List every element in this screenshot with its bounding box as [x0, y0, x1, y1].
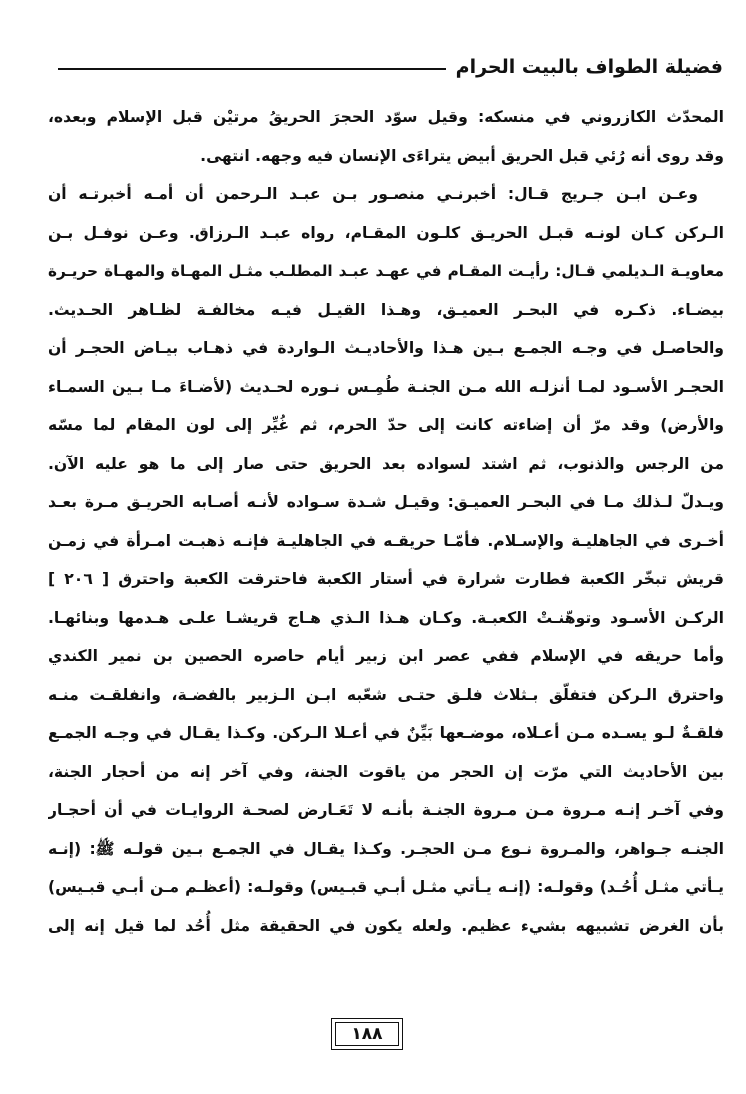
text-line: معاويـة الـديلمي قـال: رأيـت المقـام في عهـد عبـد المطلـب مثـل المهـاة والمهـاة حريـرة	[48, 262, 724, 280]
text-line: وعـن ابـن جـريج قـال: أخبرنـي منصـور بـن عبـد الـرحمن أن أمـه أخبرتـه أن	[48, 185, 698, 203]
body-text	[48, 98, 724, 945]
text-line: يـأتي مثـل أُحُـد) وقولـه: (إنـه يـأتي مثـل أبـي قبـيس) وقولـه: (أعظـم مـن أبـي قبـيس)	[48, 878, 724, 896]
text-line: بين الأحاديث التي مرّت إن الحجر من ياقوت الجنة، وفي آخر إنه من أحجار الجنة،	[48, 762, 724, 781]
page-number-box	[331, 1018, 403, 1050]
text-line: واحترق الـركن فتفلّق بـثلاث فلـق حتـى شعّبه ابـن الـزبير بالفضـة، وانفلقـت منـه	[48, 685, 724, 704]
text-line: قريش تبخّر الكعبة فطارت شرارة في أستار الكعبة فاحترقت الكعبة واحترق [ ٢٠٦ ]	[48, 570, 724, 588]
running-header	[58, 50, 723, 84]
text-line: والأرض) وقد مرّ أن إضاءته كانت إلى حدّ الحرم، ثم غُيِّر إلى لون المقام لما مسّه	[48, 416, 724, 434]
text-line: الجنـه جـواهر، والمـروة نـوع مـن الحجـر. وكـذا يقـال في الجمـع بـين قولـه ﷺ: (إنـه	[48, 839, 724, 858]
text-line: أخـرى في الجاهليـة والإسـلام. فأمّـا حريقـه في الجاهليـة فإنـه ذهبـت امـرأة في زمـن	[48, 531, 724, 550]
text-line: الـركن كـان لونـه قبـل الحريـق كلـون المقـام، رواه عبـد الـرزاق. وعـن نوفـل بـن	[48, 223, 724, 242]
text-line: من الرجس والذنوب، ثم اشتد لسواده بعد الحريق حتى صار إلى ما هو عليه الآن.	[48, 454, 724, 473]
running-header-title: فضيلة الطواف بالبيت الحرام	[455, 56, 723, 78]
text-line: وقد روى أنه رُئي قبل الحريق أبيض يتراءَى الإنسان فيه وجهه. انتهى.	[200, 146, 724, 165]
text-line: وفي آخـر إنـه مـروة مـن مـروة الجنـة بأنـه لا تَعَـارض لصحـة الروايـات في أن أحجـار	[48, 801, 724, 819]
text-line: الحجـر الأسـود لمـا أنزلـه الله مـن الجنـة طُمِـس نـوره لحـديث (لأضـاءَ مـا بـين السمـاء	[48, 377, 724, 396]
header-rule	[58, 68, 446, 70]
text-line: الركـن الأسـود وتوهّنـتْ الكعبـة. وكـان هـذا الـذي هـاج قريشـا علـى هـدمها وبنائهـا.	[48, 608, 724, 627]
text-line: وأما حريقه في الإسلام ففي عصر ابن زبير أيام حاصره الحصين بن نمير الكندي	[48, 647, 724, 665]
text-line: والحاصـل في وجـه الجمـع بـين هـذا والأحاديـث الـواردة في ذهـاب بيـاض الحجـر أن	[48, 339, 724, 357]
page-number: ١٨٨	[351, 1024, 383, 1044]
text-line: المحدّث الكازروني في منسكه: وقيل سوّد الحجرَ الحريقُ مرتيْن قبل الإسلام وبعده،	[48, 108, 724, 126]
text-line: ويـدلّ لـذلك مـا في البحـر العميـق: وقيـل شـدة سـواده لأنـه أصـابه الحريـق مـرة بعـد	[48, 493, 724, 511]
text-line: فلقـةٌ لـو يسـده مـن أعـلاه، موضـعها بَيِّنٌ في أعـلا الـركن. وكـذا يقـال في وجـه الجمـع	[48, 724, 724, 742]
text-line: بيضـاء. ذكـره في البحـر العميـق، وهـذا القيـل فيـه مخالفـة لظـاهر الحـديث.	[48, 300, 724, 319]
text-line: بأن الغرض تشبيهه بشيء عظيم. ولعله يكون في الحقيقة مثل أُحُد لما قيل إنه إلى	[48, 916, 724, 935]
